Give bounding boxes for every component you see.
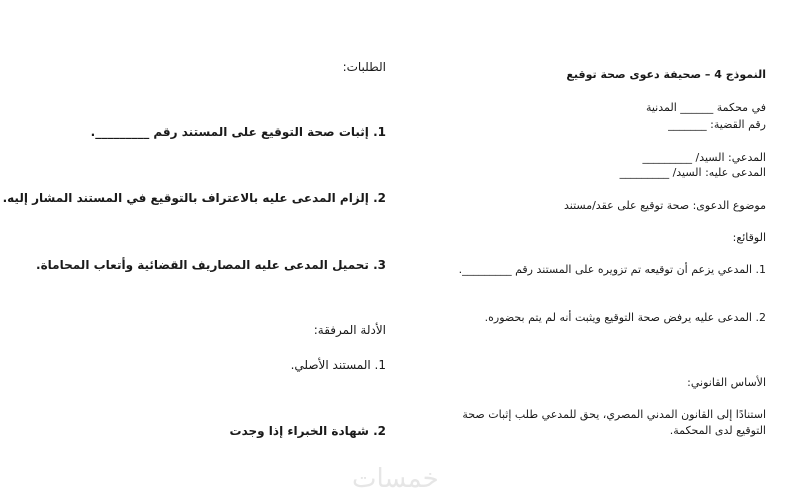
plaintiff-line: المدعي: السيد/ _________ <box>642 151 766 164</box>
watermark-logo: خمسات <box>352 464 439 494</box>
facts-heading: الوقائع: <box>732 231 766 244</box>
case-number-line: رقم القضية: _______ <box>668 118 766 131</box>
fact-item-1: 1. المدعي يزعم أن توقيعه تم تزويره على المستند رقم _________. <box>458 263 766 276</box>
evidence-item-1: 1. المستند الأصلي. <box>290 358 386 372</box>
evidence-item-2: 2. شهادة الخبراء إذا وجدت <box>229 424 386 438</box>
request-item-3: 3. تحميل المدعى عليه المصاريف القضائية وأتعاب المحاماة. <box>36 258 386 272</box>
request-item-2: 2. إلزام المدعى عليه بالاعتراف بالتوقيع في المستند المشار إليه. <box>2 191 386 205</box>
court-line: في محكمة ______ المدنية <box>645 101 766 114</box>
defendant-line: المدعى عليه: السيد/ _________ <box>619 166 766 179</box>
requests-heading: الطلبات: <box>342 60 386 74</box>
document-title: النموذج 4 – صحيفة دعوى صحة توقيع <box>566 68 766 81</box>
legal-basis-text: استنادًا إلى القانون المدني المصري، يحق للمدعي طلب إثبات صحة التوقيع لدى المحكمة. <box>462 408 766 437</box>
request-item-1: 1. إثبات صحة التوقيع على المستند رقم _________. <box>90 125 386 139</box>
legal-basis-heading: الأساس القانوني: <box>687 376 766 389</box>
evidence-heading: الأدلة المرفقة: <box>313 323 386 337</box>
fact-item-2: 2. المدعى عليه يرفض صحة التوقيع ويثبت أنه لم يتم بحضوره. <box>484 311 766 324</box>
subject-line: موضوع الدعوى: صحة توقيع على عقد/مستند <box>563 199 766 212</box>
